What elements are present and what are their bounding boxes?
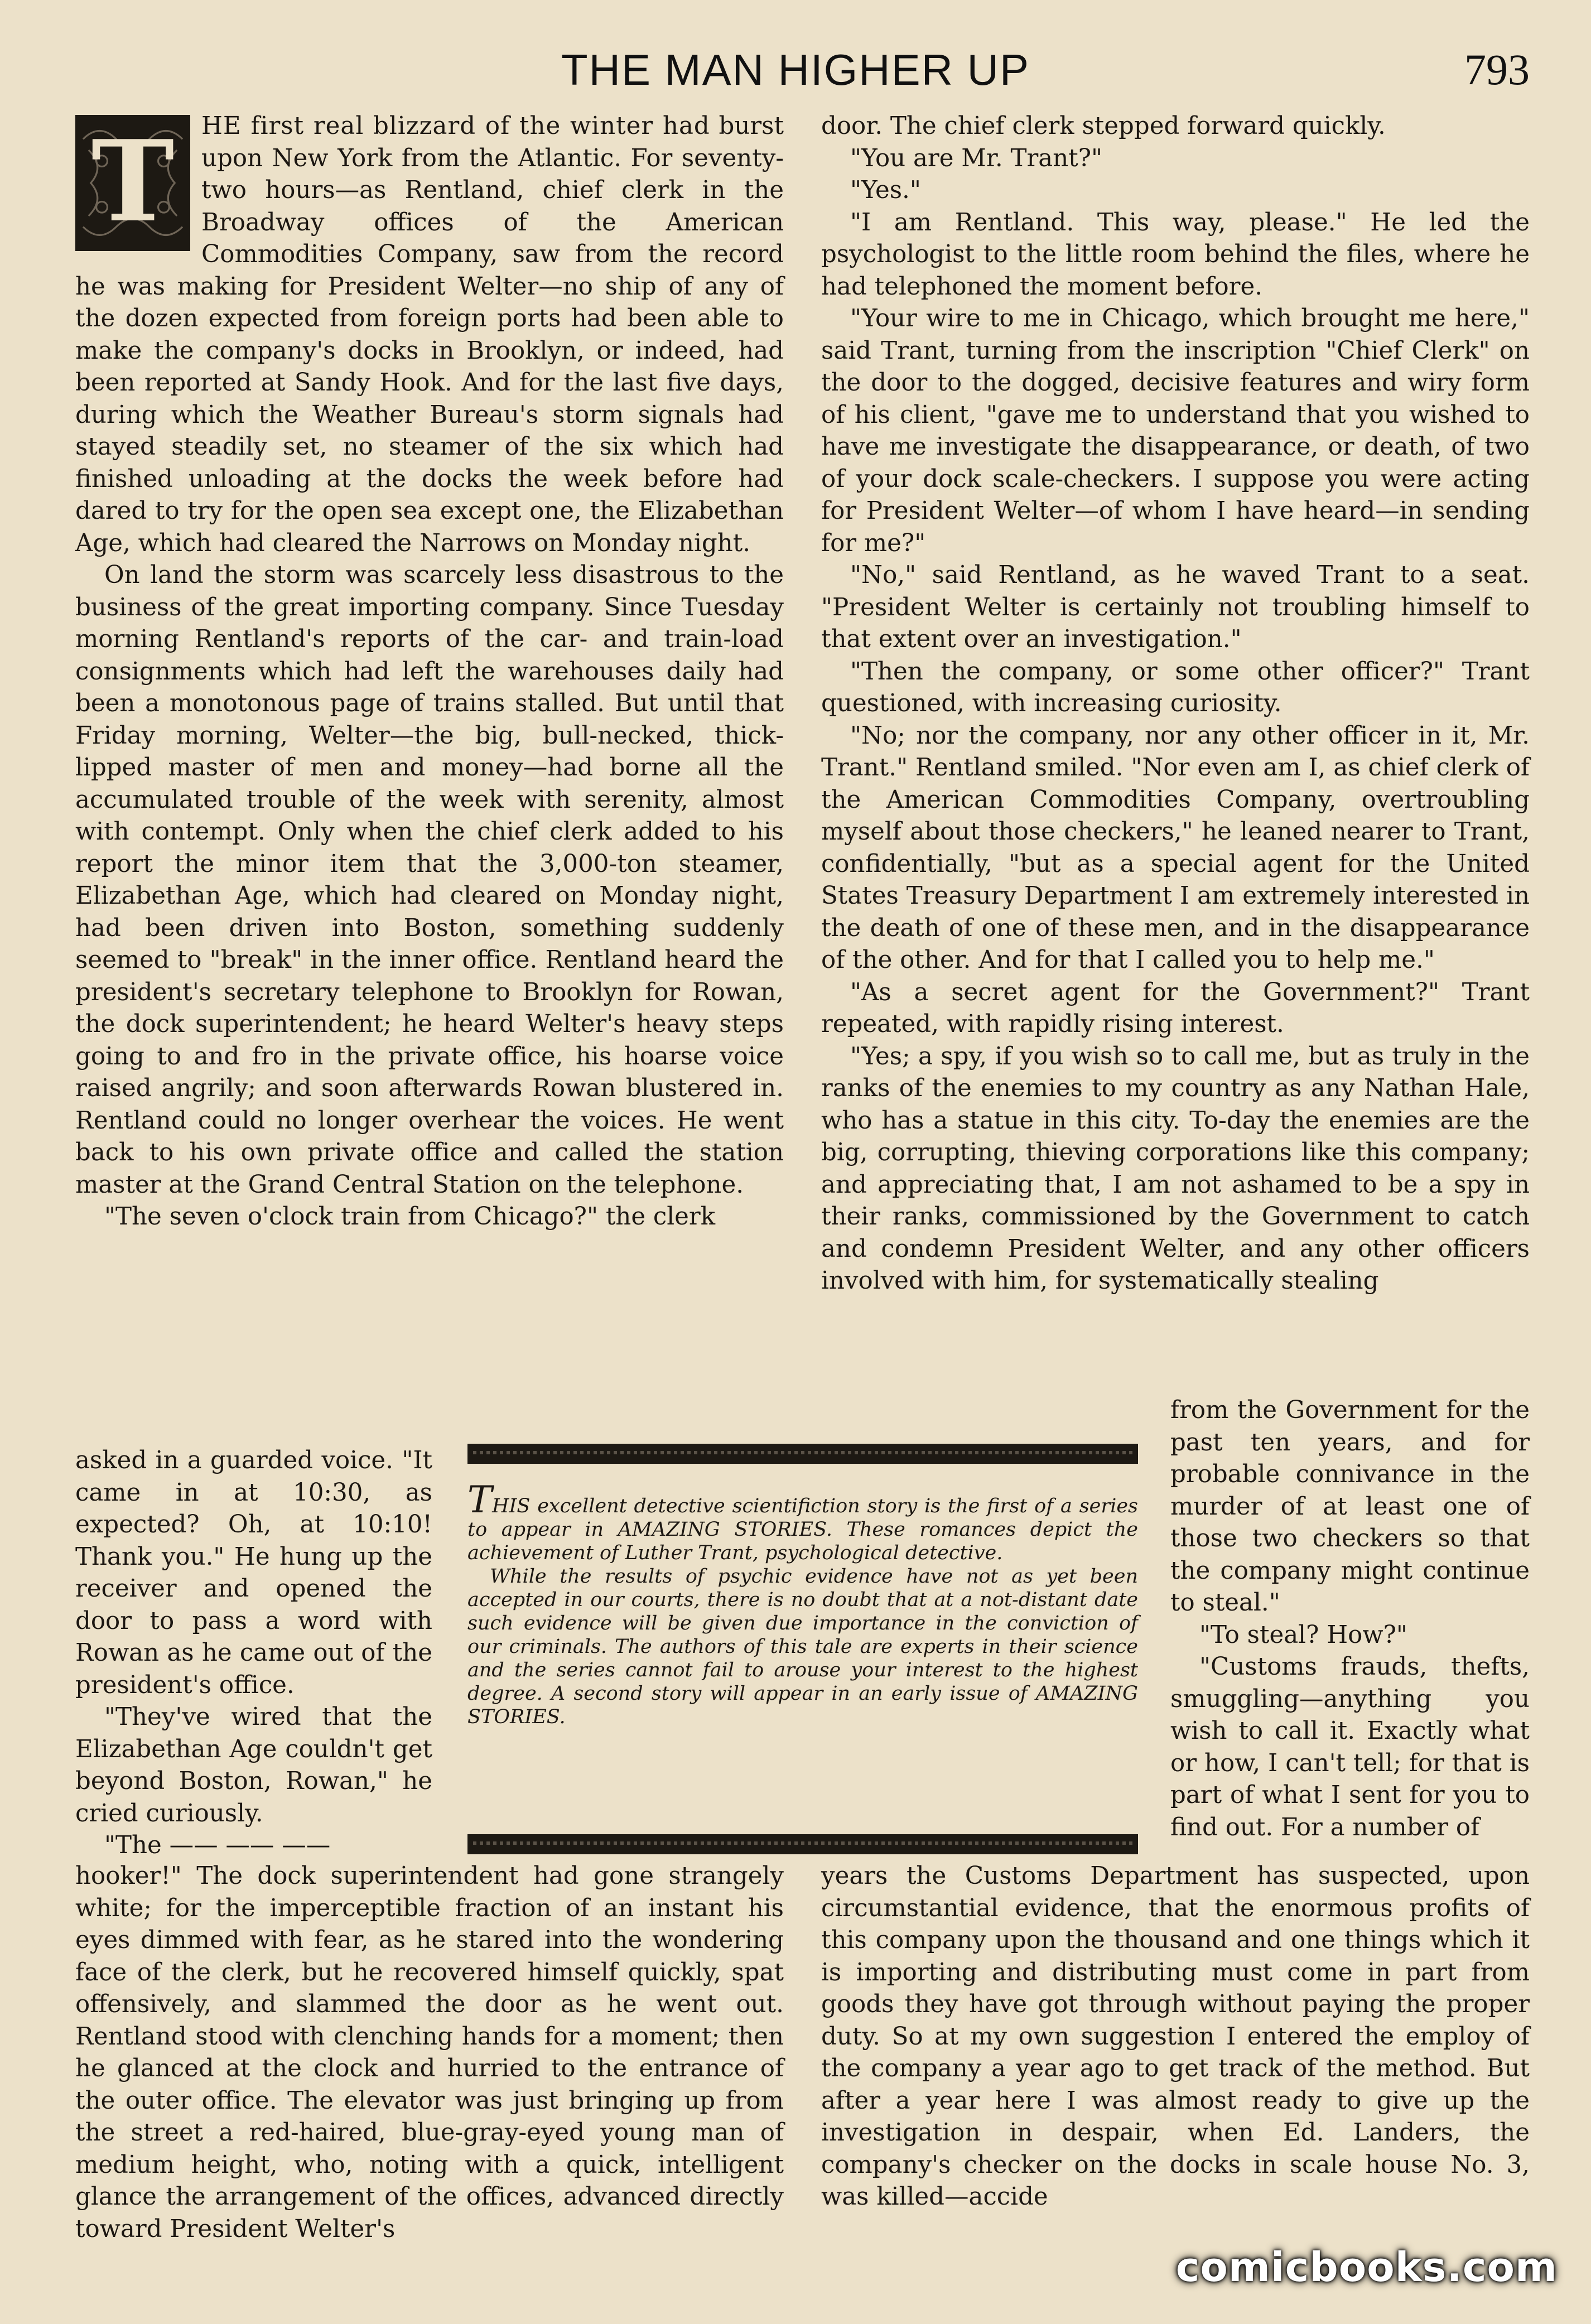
paragraph: years the Customs Department has suspected, upon circumstantial evidence, that the enormous profits of this company upon the thousand and one things which it is importing and distributing must come in part from goods they have got through without paying the proper duty. So at my own suggestion I entered the employ of the company a year ago to get track of the method. But after a year here I was almost ready to give up the investigation in despair, when Ed. Landers, the company's checker on the docks in scale house No. 3, was killed—accide (821, 1862, 1530, 2211)
paragraph: "No; nor the company, nor any other officer in it, Mr. Trant." Rentland smiled. "Nor even am I, as chief clerk of the American Commodities Company, overtroubling myself about those checkers," he leaned nearer to Trant, confidentially, "but as a special agent for the United States Treasury Department I am extremely interested in the death of one of these men, and in the disappearance of the other. And for that I called you to help me." (821, 721, 1530, 974)
paragraph: "Customs frauds, thefts, smuggling—anything you wish to call it. Exactly what or how, I can't tell; for that is part of what I sent for you to find out. For a number of (1170, 1653, 1530, 1841)
paragraph: "The seven o'clock train from Chicago?" the clerk (104, 1203, 716, 1231)
paragraph: "I am Rentland. This way, please." He led the psychologist to the little room behind the files, where he had telephoned the moment before. (821, 208, 1530, 301)
paragraph: from the Government for the past ten years, and for probable connivance in the murder of at least one of those two checkers so that the company might continue to steal." (1170, 1396, 1530, 1617)
right-column-narrow (1170, 1395, 1530, 1844)
right-column-bottom (821, 1860, 1530, 2214)
left-column-top (75, 110, 784, 1233)
paragraph: asked in a guarded voice. "It came in at 10:30, as expected? Oh, at 10:10! Thank you." He hung up the receiver and opened the door to pass a word with Rowan as he came out of the president's office. (75, 1447, 432, 1699)
paragraph: "The —— —— —— (104, 1831, 331, 1859)
note-paragraph (467, 1478, 1138, 1565)
editorial-note-text (467, 1478, 1138, 1729)
note-text: HIS excellent detective scientifiction story is the first of a series to appear in AMAZING STORIES. These romances depict the achievement of Luther Trant, psychological detective. (467, 1495, 1138, 1564)
ornamental-rule-bottom (467, 1834, 1138, 1854)
left-column-bottom (75, 1860, 784, 2245)
left-column-narrow (75, 1445, 432, 1862)
note-paragraph: While the results of psychic evidence have not as yet been accepted in our courts, there is no doubt that at a not-distant date such evidence will be given due importance in the conviction of our criminals. The authors of this tale are experts in their science and the series cannot fail to arouse your interest to the highest degree. A second story will appear in an early issue of AMAZING STORIES. (467, 1565, 1138, 1728)
right-column-top (821, 110, 1530, 1298)
paragraph: "Then the company, or some other officer?" Trant questioned, with increasing curiosity. (821, 657, 1530, 717)
paragraph: "Your wire to me in Chicago, which brought me here," said Trant, turning from the inscription "Chief Clerk" on the door to the dogged, decisive features and wiry form of his client, "gave me to understand that you wished to have me investigate the disappearance, or death, of two of your dock scale-checkers. I suppose you were acting for President Welter—of whom I have heard—in sending for me?" (821, 305, 1530, 557)
opening-caps: HE first real blizzard of the winter had (201, 112, 710, 140)
editorial-note-box (467, 1444, 1138, 1857)
running-title: THE MAN HIGHER UP (561, 45, 1030, 94)
ornamental-drop-cap (75, 115, 190, 251)
opening-text: burst upon New York from the Atlantic. For seventy-two hours—as Rentland, chief clerk in the Broadway offices of the American Commodities Company, saw from the record he was making for President Welter—no ship of any of the dozen expected from foreign ports had been able to make the company's docks in Brooklyn, or indeed, had been reported at Sandy Hook. And for the last five days, during which the Weather Bureau's storm signals had stayed steadily set, no steamer of the six which had finished unloading at the docks the week before had dared to try for the open sea except one, the Elizabethan Age, which had cleared the Narrows on Monday night. (75, 112, 784, 557)
paragraph: "Yes; a spy, if you wish so to call me, but as truly in the ranks of the enemies to my country as any Nathan Hale, who has a statue in this city. To-day the enemies are the big, corrupting, thieving corporations like this company; and appreciating that, I am not ashamed to be a spy in their ranks, commissioned by the Government to catch and condemn President Welter, and any other officers involved with him, for systematically stealing (821, 1042, 1530, 1295)
page-header (0, 45, 1591, 112)
paragraph: "They've wired that the Elizabethan Age couldn't get beyond Boston, Rowan," he cried curiously. (75, 1703, 432, 1828)
paragraph: "To steal? How?" (1199, 1621, 1407, 1649)
paragraph: "Yes." (850, 176, 921, 204)
paragraph: door. The chief clerk stepped forward quickly. (821, 112, 1386, 140)
paragraph: "As a secret agent for the Government?" Trant repeated, with rapidly rising interest. (821, 978, 1530, 1038)
page-number: 793 (1464, 45, 1530, 94)
paragraph: On land the storm was scarcely less disastrous to the business of the great importing company. Since Tuesday morning Rentland's reports of the car- and train-load consignments which had left the warehouses daily had been a monotonous page of trains stalled. But until that Friday morning, Welter—the big, bull-necked, thick-lipped master of men and money—had borne all the accumulated trouble of the week with serenity, almost with contempt. Only when the chief clerk added to his report the minor item that the 3,000-ton steamer, Elizabethan Age, which had cleared on Monday night, had been driven into Boston, something suddenly seemed to "break" in the inner office. Rentland heard the president's secretary telephone to Brooklyn for Rowan, the dock superintendent; he heard Welter's heavy steps going to and fro in the private office, his hoarse voice raised angrily; and soon afterwards Rowan blustered in. Rentland could no longer overhear the voices. He went back to his own private office and called the station master at the Grand Central Station on the telephone. (75, 561, 784, 1199)
drop-cap-letter: T (91, 116, 175, 247)
note-initial: T (467, 1478, 493, 1521)
paragraph: "You are Mr. Trant?" (850, 144, 1103, 172)
ornamental-rule-top (467, 1444, 1138, 1464)
site-watermark: comicbooks.com (1175, 2244, 1558, 2291)
paragraph: hooker!" The dock superintendent had gone strangely white; for the imperceptible fraction of an instant his eyes dimmed with fear, as he stared into the wondering face of the clerk, but he recovered himself quickly, spat offensively, and slammed the door as he went out. Rentland stood with clenching hands for a moment; then he glanced at the clock and hurried to the entrance of the outer office. The elevator was just bringing up from the street a red-haired, blue-gray-eyed young man of medium height, who, noting with a quick, intelligent glance the arrangement of the offices, advanced directly toward President Welter's (75, 1862, 784, 2243)
paragraph: "No," said Rentland, as he waved Trant to a seat. "President Welter is certainly not troubling himself to that extent over an investigation." (821, 561, 1530, 653)
